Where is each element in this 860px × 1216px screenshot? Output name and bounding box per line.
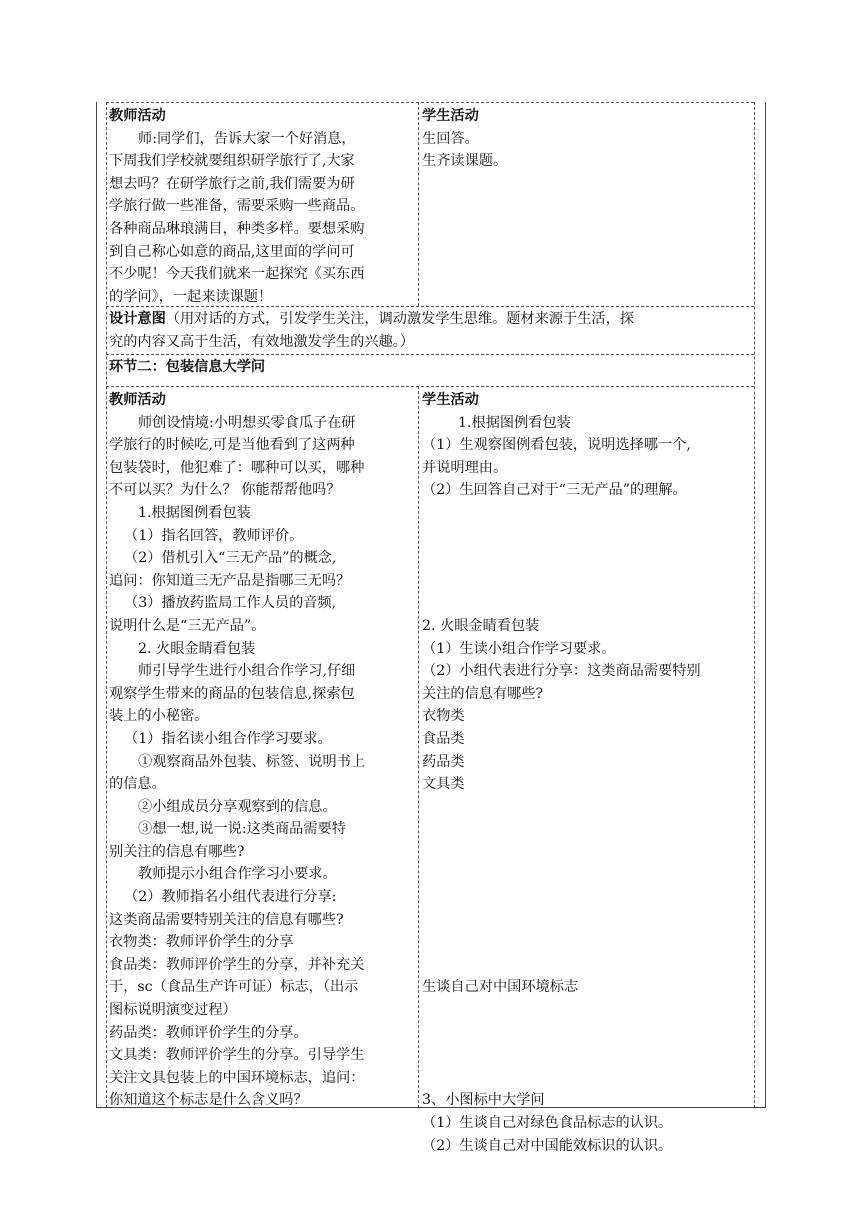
text-line: 不可以买？为什么？ 你能帮帮他吗？: [109, 482, 341, 499]
design-intent-text: （用对话的方式，引发学生关注，调动激发学生思维。题材来源于生活，探: [165, 311, 634, 327]
student-activity-heading: 学生活动: [422, 392, 479, 408]
text-line: 并说明理由。: [422, 459, 508, 476]
row-divider-3: [106, 386, 754, 387]
table-right-inner-border: [754, 102, 755, 1108]
teacher-activity-cell-2: [109, 389, 415, 1112]
column-divider-1: [418, 102, 419, 306]
text-line: 装上的小秘密。: [109, 708, 209, 725]
text-line: ②小组成员分享观察到的信息。: [138, 798, 337, 815]
text-line: （2）小组代表进行分享：这类商品需要特别: [422, 663, 701, 680]
text-line: 于，sc（食品生产许可证）标志，（出示: [109, 979, 359, 996]
text-line: （1）生观察图例看包装，说明选择哪一个,: [422, 437, 691, 454]
text-line: 想去吗？在研学旅行之前,我们需要为研: [109, 175, 355, 192]
text-line: 这类商品需要特别关注的信息有哪些?: [109, 911, 344, 928]
design-intent-cell: [109, 308, 753, 353]
text-line: 关注的信息有哪些?: [422, 685, 544, 702]
text-line: 师引导学生进行小组合作学习,仔细: [138, 663, 356, 680]
text-line: 不少呢！今天我们就来一起探究《买东西: [109, 266, 365, 283]
table-top-border: [106, 102, 754, 103]
text-line: 药品类：教师评价学生的分享。: [109, 1024, 308, 1041]
text-line: 生谈自己对中国环境标志: [422, 979, 579, 996]
teacher-activity-cell-1: [109, 105, 415, 308]
text-line: 追问：你知道三无产品是指哪三无吗？: [109, 572, 351, 589]
column-divider-2: [418, 386, 419, 1108]
text-line: 生回答。: [422, 130, 479, 147]
text-line: （2）教师指名小组代表进行分享:: [124, 889, 337, 906]
teacher-activity-heading: 教师活动: [109, 108, 166, 124]
student-activity-cell-2: [422, 389, 752, 1157]
text-line: （1）指名回答，教师评价。: [124, 527, 304, 544]
row-divider-2: [106, 354, 754, 355]
text-line: 师:同学们，告诉大家一个好消息，: [138, 130, 356, 147]
section-title: 环节二：包装信息大学问: [109, 359, 266, 375]
text-line: 教师提示小组合作学习小要求。: [138, 866, 337, 883]
text-line: 各种商品琳琅满目，种类多样。要想采购: [109, 220, 365, 237]
text-line: 生齐读课题。: [422, 153, 508, 170]
table-left-border: [96, 102, 97, 1108]
text-line: 说明什么是“三无产品”。: [109, 617, 266, 634]
text-line: 师创设情境:小明想买零食瓜子在研: [138, 414, 356, 431]
text-line: 包装袋时，他犯难了：哪种可以买，哪种: [109, 459, 365, 476]
text-line: 文具类：教师评价学生的分享。引导学生: [109, 1047, 365, 1064]
text-line: 学旅行做一些准备，需要采购一些商品。: [109, 198, 365, 215]
text-line: 食品类: [422, 730, 465, 747]
text-line: 衣物类：教师评价学生的分享: [109, 934, 294, 951]
text-line: （3）播放药监局工作人员的音频,: [124, 595, 337, 612]
table-right-border: [765, 102, 766, 1108]
text-line: 文具类: [422, 776, 465, 793]
text-line: 你知道这个标志是什么含义吗？: [109, 1092, 308, 1109]
lesson-plan-table: [96, 102, 766, 1154]
text-line: 衣物类: [422, 708, 465, 725]
text-line: 3、小图标中大学问: [422, 1092, 545, 1109]
design-intent-text-2: 究的内容又高于生活，有效地激发学生的兴趣。）: [109, 333, 415, 350]
text-line: （2）生谈自己对中国能效标识的认识。: [422, 1137, 673, 1154]
text-line: 观察学生带来的商品的包装信息,探索包: [109, 685, 355, 702]
text-line: 1.根据图例看包装: [458, 414, 571, 431]
design-intent-label: 设计意图: [109, 311, 166, 327]
text-line: （1）指名读小组合作学习要求。: [124, 730, 332, 747]
student-activity-cell-1: [422, 105, 752, 173]
text-line: 2. 火眼金睛看包装: [422, 617, 540, 634]
text-line: 食品类：教师评价学生的分享，并补充关: [109, 956, 365, 973]
text-line: 别关注的信息有哪些?: [109, 843, 245, 860]
text-line: 学旅行的时候吃,可是当他看到了这两种: [109, 437, 355, 454]
text-line: ①观察商品外包装、标签、说明书上: [138, 753, 366, 770]
text-line: （1）生谈自己对绿色食品标志的认识。: [422, 1115, 673, 1131]
text-line: 到自己称心如意的商品,这里面的学问可: [109, 243, 355, 260]
table-left-inner-border: [106, 102, 107, 1108]
text-line: 图标说明演变过程）: [109, 1002, 237, 1019]
student-activity-heading: 学生活动: [422, 108, 479, 124]
text-line: 关注文具包装上的中国环境标志，追问：: [109, 1069, 365, 1086]
text-line: ③想一想,说一说:这类商品需要特: [138, 821, 346, 838]
text-line: 下周我们学校就要组织研学旅行了,大家: [109, 153, 355, 170]
text-line: 的信息。: [109, 776, 166, 793]
text-line: 药品类: [422, 753, 465, 770]
text-line: （2）借机引入“三无产品”的概念,: [124, 550, 337, 567]
text-line: 的学问》，一起来读课题！: [109, 288, 273, 305]
text-line: 1.根据图例看包装: [138, 504, 251, 521]
text-line: 2. 火眼金睛看包装: [138, 640, 256, 657]
text-line: （1）生读小组合作学习要求。: [422, 640, 616, 657]
text-line: （2）生回答自己对于“三无产品”的理解。: [422, 482, 687, 499]
teacher-activity-heading: 教师活动: [109, 392, 166, 408]
